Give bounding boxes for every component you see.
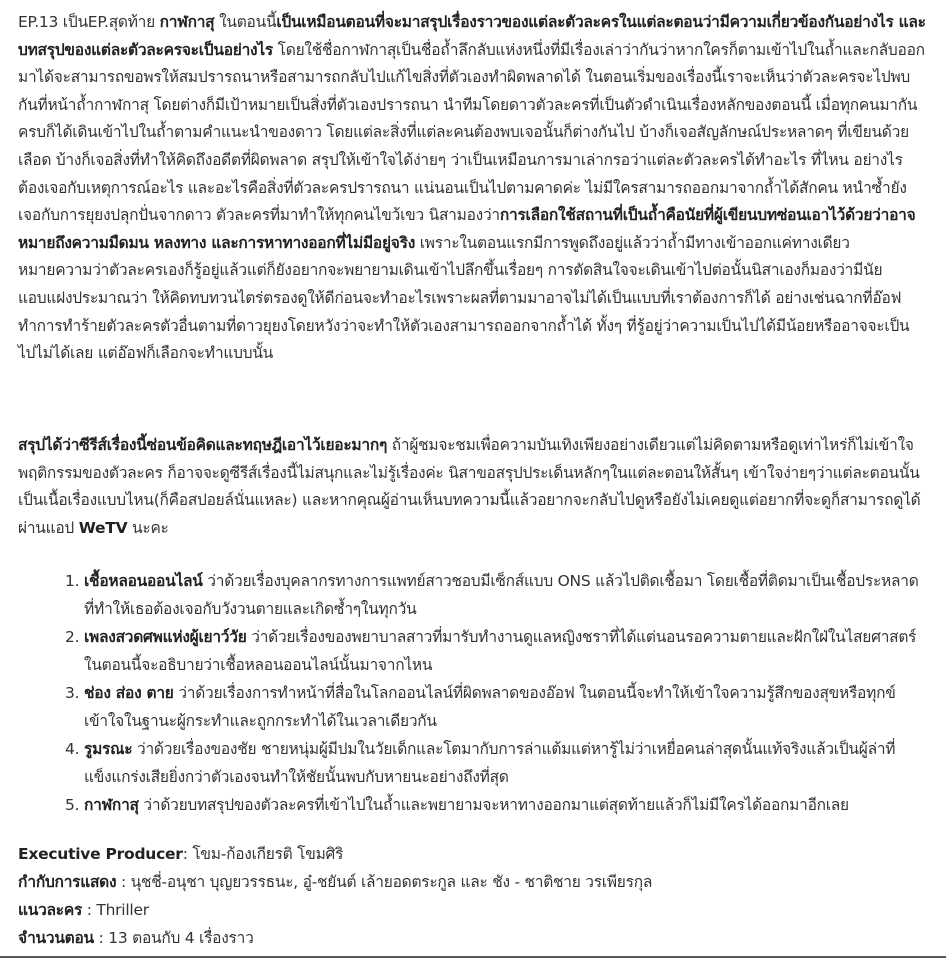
list-item bbox=[84, 735, 926, 791]
list-item-text: ว่าด้วยเรื่องของพยาบาลสาวที่มารับทำงานดูแลหญิงชราที่ได้แต่นอนรอความตายและฝักใฝ่ในไสยศาสตร์ ในตอนนี้จะอธิบายว่าเชื้อหลอนออนไลน์นั้นมาจากไหน bbox=[84, 628, 917, 675]
credit-episode-count bbox=[18, 924, 926, 952]
para1-intro: EP.13 เป็นEP.สุดท้าย bbox=[18, 13, 160, 31]
para1-highlight: เป็นเหมือนตอนที่จะมาสรุปเรื่องราวของแต่ละตัวละครในแต่ละตอนว่ามีความเกี่ยวข้องกันอย่างไร และบทสรุปของแต่ละตัวละครจะเป็นอย่างไร bbox=[18, 13, 926, 59]
credit-director bbox=[18, 868, 926, 896]
paragraph-ep13-summary bbox=[18, 9, 926, 396]
list-item-text: ว่าด้วยเรื่องของชัย ชายหนุ่มผู้มีปมในวัยเด็กและโตมากับการล่าแต้มแต่หารู้ไม่ว่าเหยื่อคนล่าสุดนั้นแท้จริงแล้วเป็นผู้ล่าที่แข็งแกร่งเสียยิ่งกว่าตัวเองจนทำให้ชัยนั้นพบกับหายนะอย่างถึงที่สุด bbox=[84, 740, 896, 787]
list-item bbox=[84, 623, 926, 679]
list-item-text: ว่าด้วยเรื่องการทำหน้าที่สื่อในโลกออนไลน์ที่ผิดพลาดของอ๊อฟ ในตอนนี้จะทำให้เข้าใจความรู้สึกของสุขหรือทุกข์ เข้าใจในฐานะผู้กระทำและถูกกระทำได้ในเวลาเดียวกัน bbox=[84, 684, 896, 731]
credit-value: : Thriller bbox=[82, 901, 149, 920]
para1-body: โดยใช้ชื่อกาฬกาสุเป็นชื่อถ้ำลึกลับแห่งหนึ่งที่มีเรื่องเล่าว่ากันว่าหากใครก็ตามเข้าไปในถ้ำและกลับออกมาได้จะสามารถขอพรให้สมปรารถนาหรือสามารถกลับไปแก้ไขสิ่งที่ตัวเองทำผิดพลาดได้ ในตอนเริ่มของเรื่องนี้เราจะเห็นว่าตัวละครจะไปพบกันที่หน้าถ้ำกาฬกาสุ โดยต่างก็มีเป้าหมายเป็นสิ่งที่ตัวเองปรารถนา นำทีมโดยดาวตัวละครที่เป็นตัวดำเนินเรื่องหลักของตอนนี้ เมื่อทุกคนมากันครบก็ได้เดินเข้าไปในถ้ำตามคำแนะนำของดาว โดยแต่ละสิ่งที่แต่ละคนต้องพบเจอนั้นก็ต่างกันไป บ้างก็เจอสัญลักษณ์ประหลาดๆ ที่เขียนด้วยเลือด บ้างก็เจอสิ่งที่ทำให้คิดถึงอดีตที่ผิดพลาด สรุปให้เข้าใจได้ง่ายๆ ว่าเป็นเหมือนการมาเล่ากรอว่าแต่ละตัวละครได้ทำอะไร ที่ไหน อย่างไร ต้องเจอกับเหตุการณ์อะไร และอะไรคือสิ่งที่ตัวละครปรารถนา แน่นอนเป็นไปตามคาดค่ะ ไม่มีใครสามารถออกมาจากถ้ำได้สักคน หนำซ้ำยังเจอกับการยุยงปลุกปั่นจากดาว ตัวละครที่มาทำให้ทุกคนไขว้เขว นิสามองว่า bbox=[18, 40, 925, 225]
list-item bbox=[84, 791, 926, 819]
credit-label: จำนวนตอน bbox=[18, 929, 94, 948]
para2-highlight: สรุปได้ว่าซีรีส์เรื่องนี้ซ่อนข้อคิดและทฤษฎีเอาไว้เยอะมากๆ bbox=[18, 436, 388, 454]
episode-title-kalakasu: กาฬกาสุ bbox=[159, 13, 215, 31]
list-item-title: รูมรณะ bbox=[84, 740, 133, 759]
wetv-app-name: WeTV bbox=[78, 518, 128, 537]
list-item-title: เพลงสวดศพแห่งผู้เยาว์วัย bbox=[84, 628, 247, 647]
list-item-title: กาฬกาสุ bbox=[84, 796, 139, 815]
episode-story-list bbox=[18, 567, 926, 819]
para1-cave-meaning: การเลือกใช้สถานที่เป็นถ้ำคือนัยที่ผู้เขียนบทซ่อนเอาไว้ด้วยว่าอาจหมายถึงความมืดมน หลงทาง และการหาทางออกที่ไม่มีอยู่จริง bbox=[18, 206, 916, 252]
para2-end: นะคะ bbox=[127, 518, 169, 537]
list-item-text: ว่าด้วยเรื่องบุคลากรทางการแพทย์สาวชอบมีเซ็กส์แบบ ONS แล้วไปติดเชื้อมา โดยเชื้อที่ติดมาเป็นเชื้อประหลาดที่ทำให้เธอต้องเจอกับวังวนตายและเกิดซ้ำๆในทุกวัน bbox=[84, 572, 919, 619]
list-item bbox=[84, 567, 926, 623]
credit-label: Executive Producer bbox=[18, 845, 183, 864]
credit-label: แนวละคร bbox=[18, 901, 83, 920]
credit-genre bbox=[18, 896, 926, 924]
series-credits bbox=[18, 840, 926, 952]
credit-executive-producer bbox=[18, 840, 926, 868]
para1-text: ในตอนนี้ bbox=[214, 13, 277, 31]
list-item-title: เชื้อหลอนออนไลน์ bbox=[84, 572, 203, 591]
para1-conclusion: เพราะในตอนแรกมีการพูดถึงอยู่แล้วว่าถ้ำมีทางเข้าออกแค่ทางเดียว หมายความว่าตัวละครเองก็รู้อยู่แล้วแต่ก็ยังอยากจะพยายามเดินเข้าไปลึกขึ้นเรื่อยๆ การตัดสินใจจะเดินเข้าไปต่อนั้นนิสาเองก็มองว่ามีนัยแอบแฝงประมาณว่า ให้คิดทบทวนไตร่ตรองดูให้ดีก่อนจะทำอะไรเพราะผลที่ตามมาอาจไม่ได้เป็นแบบที่เราต้องการก็ได้ อย่างเช่นฉากที่อ๊อฟทำการทำร้ายตัวละครตัวอื่นตามที่ดาวยุยงโดยหวังว่าจะทำให้ตัวเองสามารถออกจากถ้ำได้ ทั้งๆ ที่รู้อยู่ว่าความเป็นไปได้มีน้อยหรืออาจจะเป็นไปไม่ได้เลย แต่อ๊อฟก็เลือกจะทำแบบนั้น bbox=[18, 233, 910, 363]
para2-body: ถ้าผู้ชมจะชมเพื่อความบันเทิงเพียงอย่างเดียวแต่ไม่คิดตามหรือดูเท่าไหร่ก็ไม่เข้าใจพฤติกรรมของตัวละคร ก็อาจจะดูซีรีส์เรื่องนี้ไม่สนุกและไม่รู้เรื่องค่ะ นิสาขอสรุปประเด็นหลักๆในแต่ละตอนให้สั้นๆ เข้าใจง่ายๆว่าแต่ละตอนนั้นเป็นเนื้อเรื่องแบบไหน(ก็คือสปอยล์นั่นแหละ) และหากคุณผู้อ่านเห็นบทความนี้แล้วอยากจะกลับไปดูหรือยังไม่เคยดูแต่อยากที่จะดูก็สามารถดูได้ผ่านแอป bbox=[18, 436, 921, 537]
article-body bbox=[18, 9, 926, 952]
paragraph-series-summary bbox=[18, 432, 926, 542]
list-item bbox=[84, 679, 926, 735]
bottom-divider bbox=[0, 956, 946, 958]
credit-value: : นุชชี่-อนุชา บุญยวรรธนะ, อู๋-ชยันต์ เล้ายอดตระกูล และ ชัง - ชาติชาย วรเพียรกุล bbox=[116, 873, 653, 892]
list-item-text: ว่าด้วยบทสรุปของตัวละครที่เข้าไปในถ้ำและพยายามจะหาทางออกมาแต่สุดท้ายแล้วก็ไม่มีใครได้ออกมาอีกเลย bbox=[138, 796, 849, 815]
credit-label: กำกับการแสดง bbox=[18, 873, 117, 892]
credit-value: : โขม-ก้องเกียรติ โขมศิริ bbox=[182, 845, 344, 864]
list-item-title: ช่อง ส่อง ตาย bbox=[84, 684, 174, 703]
credit-value: : 13 ตอนกับ 4 เรื่องราว bbox=[93, 929, 254, 948]
